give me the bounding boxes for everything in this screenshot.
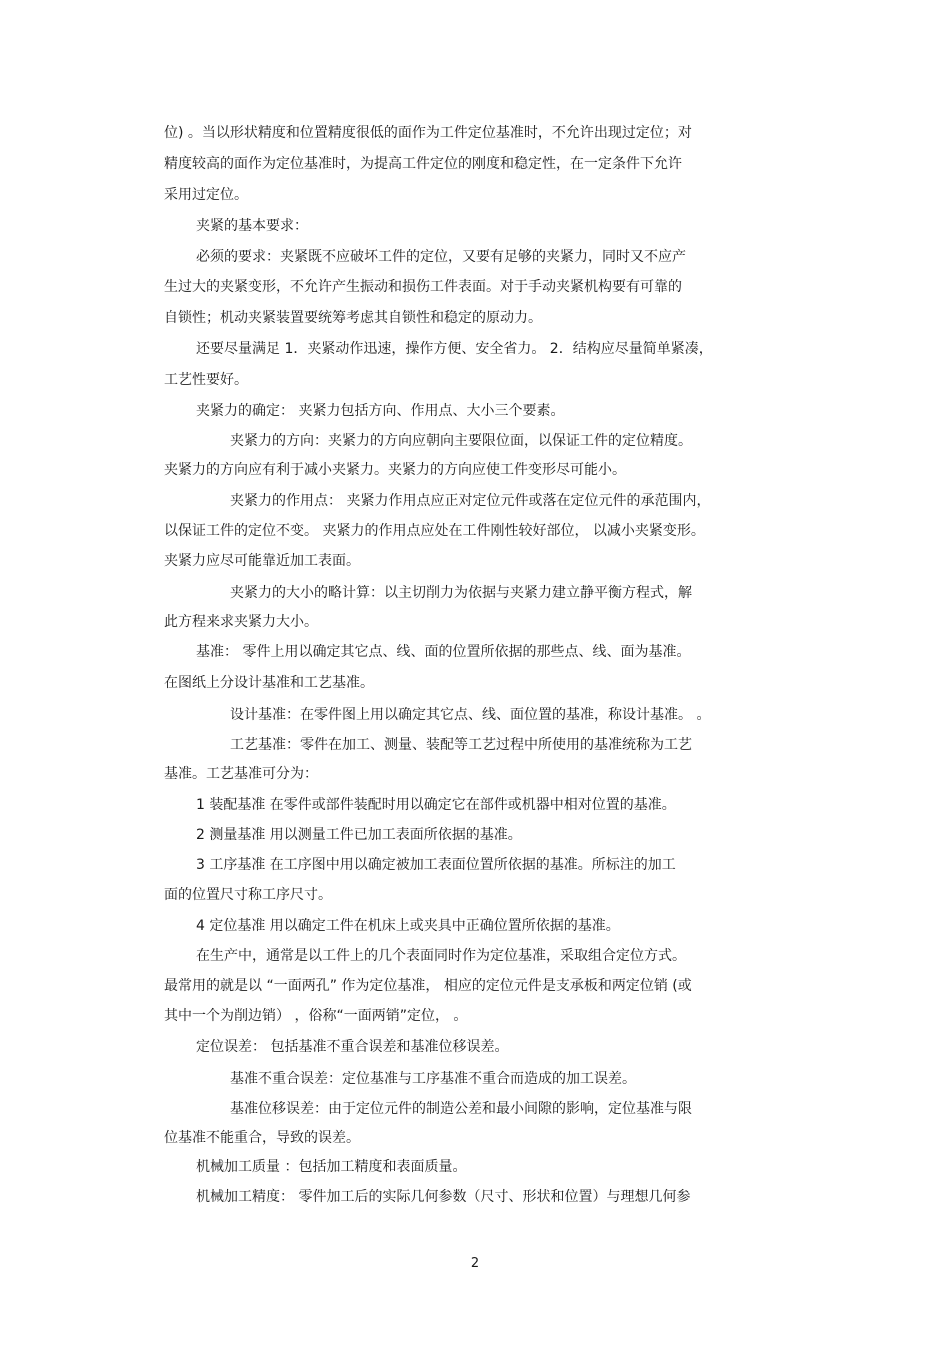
text-line: 设计基准：在零件图上用以确定其它点、线、面位置的基准，称设计基准。 。: [230, 707, 711, 723]
text-line: 位基准不能重合，导致的误差。: [164, 1130, 360, 1146]
text-line: 夹紧力应尽可能靠近加工表面。: [164, 553, 360, 569]
list-item: 1 装配基准 在零件或部件装配时用以确定它在部件或机器中相对位置的基准。: [196, 797, 676, 813]
text-line: 采用过定位。: [164, 187, 248, 203]
text-line: 夹紧力的大小的略计算：以主切削力为依据与夹紧力建立静平衡方程式，解: [230, 585, 692, 601]
section-heading: 夹紧力的确定： 夹紧力包括方向、作用点、大小三个要素。: [196, 403, 565, 419]
list-item: 4 定位基准 用以确定工件在机床上或夹具中正确位置所依据的基准。: [196, 918, 620, 934]
text-line: 在图纸上分设计基准和工艺基准。: [164, 675, 374, 691]
text-line: 基准。工艺基准可分为：: [164, 766, 318, 782]
section-heading: 定位误差： 包括基准不重合误差和基准位移误差。: [196, 1039, 509, 1055]
text-line: 生过大的夹紧变形，不允许产生振动和损伤工件表面。对于手动夹紧机构要有可靠的: [164, 279, 682, 295]
text-line: 必须的要求：夹紧既不应破坏工件的定位，又要有足够的夹紧力，同时又不应产: [196, 249, 686, 265]
text-line: 此方程来求夹紧力大小。: [164, 614, 318, 630]
list-item: 3 工序基准 在工序图中用以确定被加工表面位置所依据的基准。所标注的加工: [196, 857, 676, 873]
text-line: 工艺性要好。: [164, 372, 248, 388]
text-line: 夹紧力的方向：夹紧力的方向应朝向主要限位面，以保证工件的定位精度。: [230, 433, 692, 449]
text-line: 其中一个为削边销） ，俗称“一面两销”定位， 。: [164, 1008, 468, 1024]
text-line: 夹紧力的方向应有利于减小夹紧力。夹紧力的方向应使工件变形尽可能小。: [164, 462, 626, 478]
list-item: 2 测量基准 用以测量工件已加工表面所依据的基准。: [196, 827, 522, 843]
text-line: 夹紧力的作用点： 夹紧力作用点应正对定位元件或落在定位元件的承范围内，: [230, 493, 711, 509]
text-line: 以保证工件的定位不变。 夹紧力的作用点应处在工件刚性较好部位， 以减小夹紧变形。: [164, 523, 705, 539]
section-heading: 夹紧的基本要求：: [196, 218, 308, 234]
text-line: 精度较高的面作为定位基准时，为提高工件定位的刚度和稳定性，在一定条件下允许: [164, 156, 682, 172]
text-line: 基准不重合误差：定位基准与工序基准不重合而造成的加工误差。: [230, 1071, 636, 1087]
text-line: 面的位置尺寸称工序尺寸。: [164, 887, 332, 903]
section-heading: 基准： 零件上用以确定其它点、线、面的位置所依据的那些点、线、面为基准。: [196, 644, 691, 660]
section-heading: 机械加工精度： 零件加工后的实际几何参数（尺寸、形状和位置）与理想几何参: [196, 1189, 691, 1205]
text-line: 基准位移误差：由于定位元件的制造公差和最小间隙的影响，定位基准与限: [230, 1101, 692, 1117]
text-line: 在生产中，通常是以工件上的几个表面同时作为定位基准，采取组合定位方式。: [196, 948, 686, 964]
text-line: 位) 。当以形状精度和位置精度很低的面作为工件定位基准时，不允许出现过定位；对: [164, 125, 692, 141]
section-heading: 机械加工质量 ：包括加工精度和表面质量。: [196, 1159, 467, 1175]
text-line: 工艺基准：零件在加工、测量、装配等工艺过程中所使用的基准统称为工艺: [230, 737, 692, 753]
page-number: 2: [470, 1256, 480, 1271]
text-line: 自锁性；机动夹紧装置要统筹考虑其自锁性和稳定的原动力。: [164, 310, 542, 326]
text-line: 最常用的就是以 “一面两孔” 作为定位基准， 相应的定位元件是支承板和两定位销 (或: [164, 978, 692, 994]
text-line: 还要尽量满足 1．夹紧动作迅速，操作方便、安全省力。 2．结构应尽量简单紧凑，: [196, 341, 713, 357]
